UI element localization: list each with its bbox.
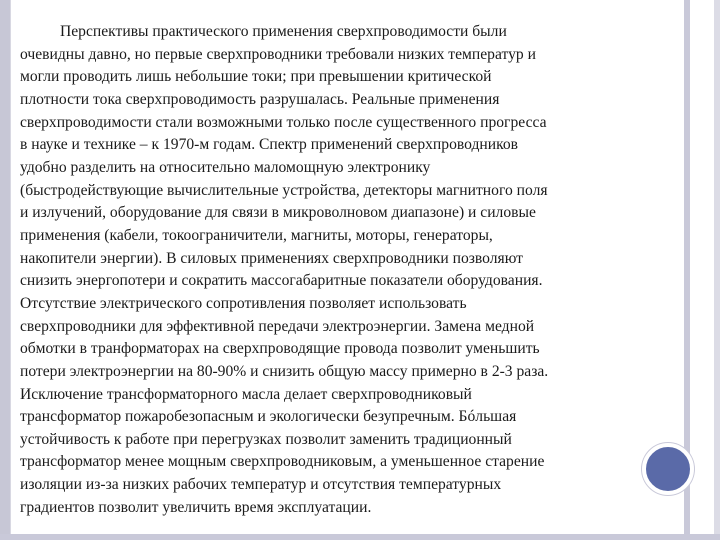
paragraph-line: в науке и технике – к 1970-м годам. Спектр применений сверхпроводников	[20, 136, 519, 154]
paragraph-line: трансформатор менее мощным сверхпроводниковым, а уменьшенное старение	[20, 453, 545, 471]
paragraph-line: могли проводить лишь небольшие токи; при превышении критической	[20, 68, 492, 86]
paragraph-line: устойчивость к работе при перегрузках позволит заменить традиционный	[20, 430, 512, 448]
paragraph-line: сверхпроводники для эффективной передачи электроэнергии. Замена медной	[20, 317, 535, 335]
left-decorative-rail	[0, 0, 11, 540]
paragraph-line: градиентов позволит увеличить время эксплуатации.	[20, 498, 372, 516]
paragraph-line: Перспективы практического применения сверхпроводимости были	[60, 23, 507, 40]
right-edge-rail	[714, 0, 720, 540]
slide-nav-circle-icon[interactable]	[642, 443, 694, 495]
paragraph-line: очевидны давно, но первые сверхпроводники требовали низких температур и	[20, 45, 536, 63]
paragraph-line: накопители энергии). В силовых применениях сверхпроводники позволяют	[20, 249, 523, 267]
paragraph-line: применения (кабели, токоограничители, магниты, моторы, генераторы,	[20, 226, 493, 244]
bottom-decorative-rail	[0, 534, 720, 540]
paragraph-line: удобно разделить на относительно маломощную электронику	[20, 158, 431, 176]
paragraph-line: изоляции из-за низких рабочих температур и отсутствия температурных	[20, 476, 502, 494]
paragraph-line: сверхпроводимости стали возможными только после существенного прогресса	[20, 113, 547, 131]
paragraph-line: Отсутствие электрического сопротивления позволяет использовать	[20, 294, 467, 312]
paragraph-line: (быстродействующие вычислительные устройства, детекторы магнитного поля	[20, 181, 548, 199]
paragraph-line: снизить энергопотери и сократить массогабаритные показатели оборудования.	[20, 272, 543, 290]
paragraph-line: и излучений, оборудование для связи в микроволновом диапазоне) и силовые	[20, 204, 536, 222]
paragraph-line: плотности тока сверхпроводимость разрушалась. Реальные применения	[20, 90, 500, 108]
paragraph-line: обмотки в транформаторах на сверхпроводящие провода позволит уменьшить	[20, 340, 540, 358]
paragraph-line: Исключение трансформаторного масла делает сверхпроводниковый	[20, 385, 472, 403]
body-paragraph	[20, 21, 674, 519]
paragraph-line: трансформатор пожаробезопасным и экологически безупречным. Бóльшая	[20, 408, 517, 426]
paragraph-line: потери электроэнергии на 80-90% и снизить общую массу примерно в 2-3 раза.	[20, 362, 549, 380]
